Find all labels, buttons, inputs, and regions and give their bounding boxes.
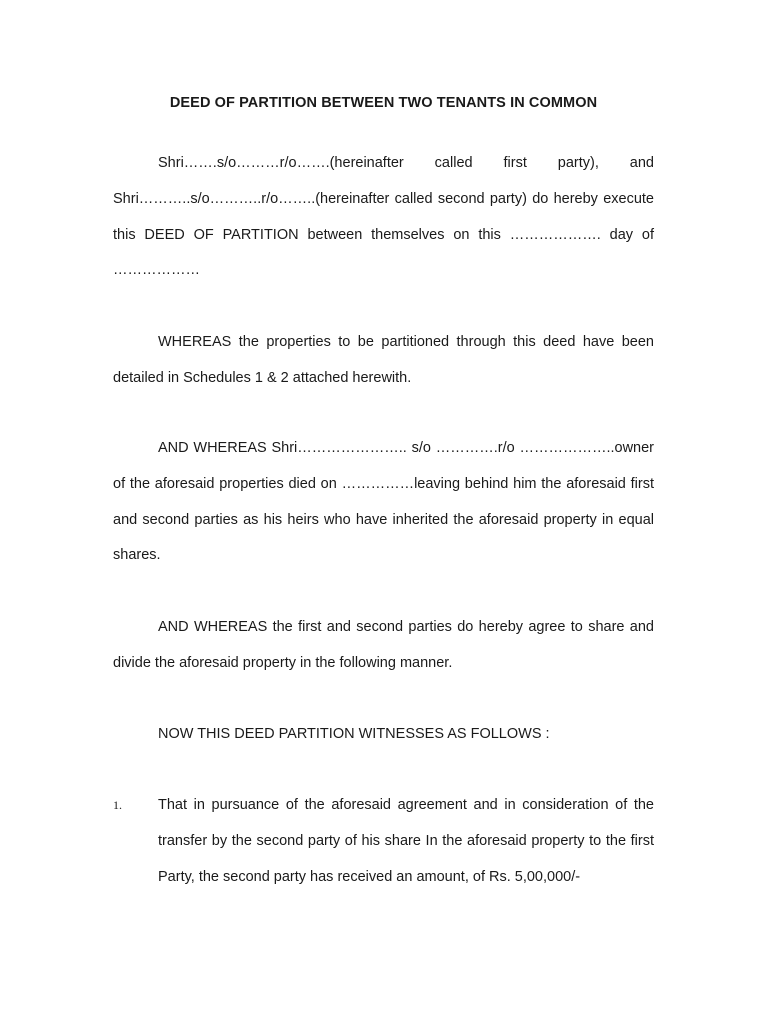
list-item-text: That in pursuance of the aforesaid agreement and in consideration of the transfer by the second party of his share In the aforesaid property to the first Party, the second party has received an amount, of Rs. 5,00,000/- <box>158 797 654 885</box>
paragraph-whereas-properties: WHEREAS the properties to be partitioned through this deed have been detailed in Schedules 1 & 2 attached herewith. <box>113 334 654 386</box>
paragraph-whereas-owner: AND WHEREAS Shri………………….. s/o ………….r/o ………………..owner of the aforesaid properties died on ……………leaving behind him the aforesaid first and second parties as his heirs who have inherited the aforesaid property in equal shares. <box>113 440 654 564</box>
paragraph-parties: Shri…….s/o………r/o…….(hereinafter called first party), and Shri………..s/o………..r/o……..(hereinafter called second party) do hereby execute this DEED OF PARTITION between themselves on this ………………. day of ……………… <box>113 155 654 279</box>
list-item-number: 1. <box>113 798 122 812</box>
paragraph-whereas-agreement: AND WHEREAS the first and second parties do hereby agree to share and divide the aforesaid property in the following manner. <box>113 619 654 671</box>
witness-heading: NOW THIS DEED PARTITION WITNESSES AS FOLLOWS : <box>158 726 550 742</box>
document-title: DEED OF PARTITION BETWEEN TWO TENANTS IN COMMON <box>169 95 598 111</box>
